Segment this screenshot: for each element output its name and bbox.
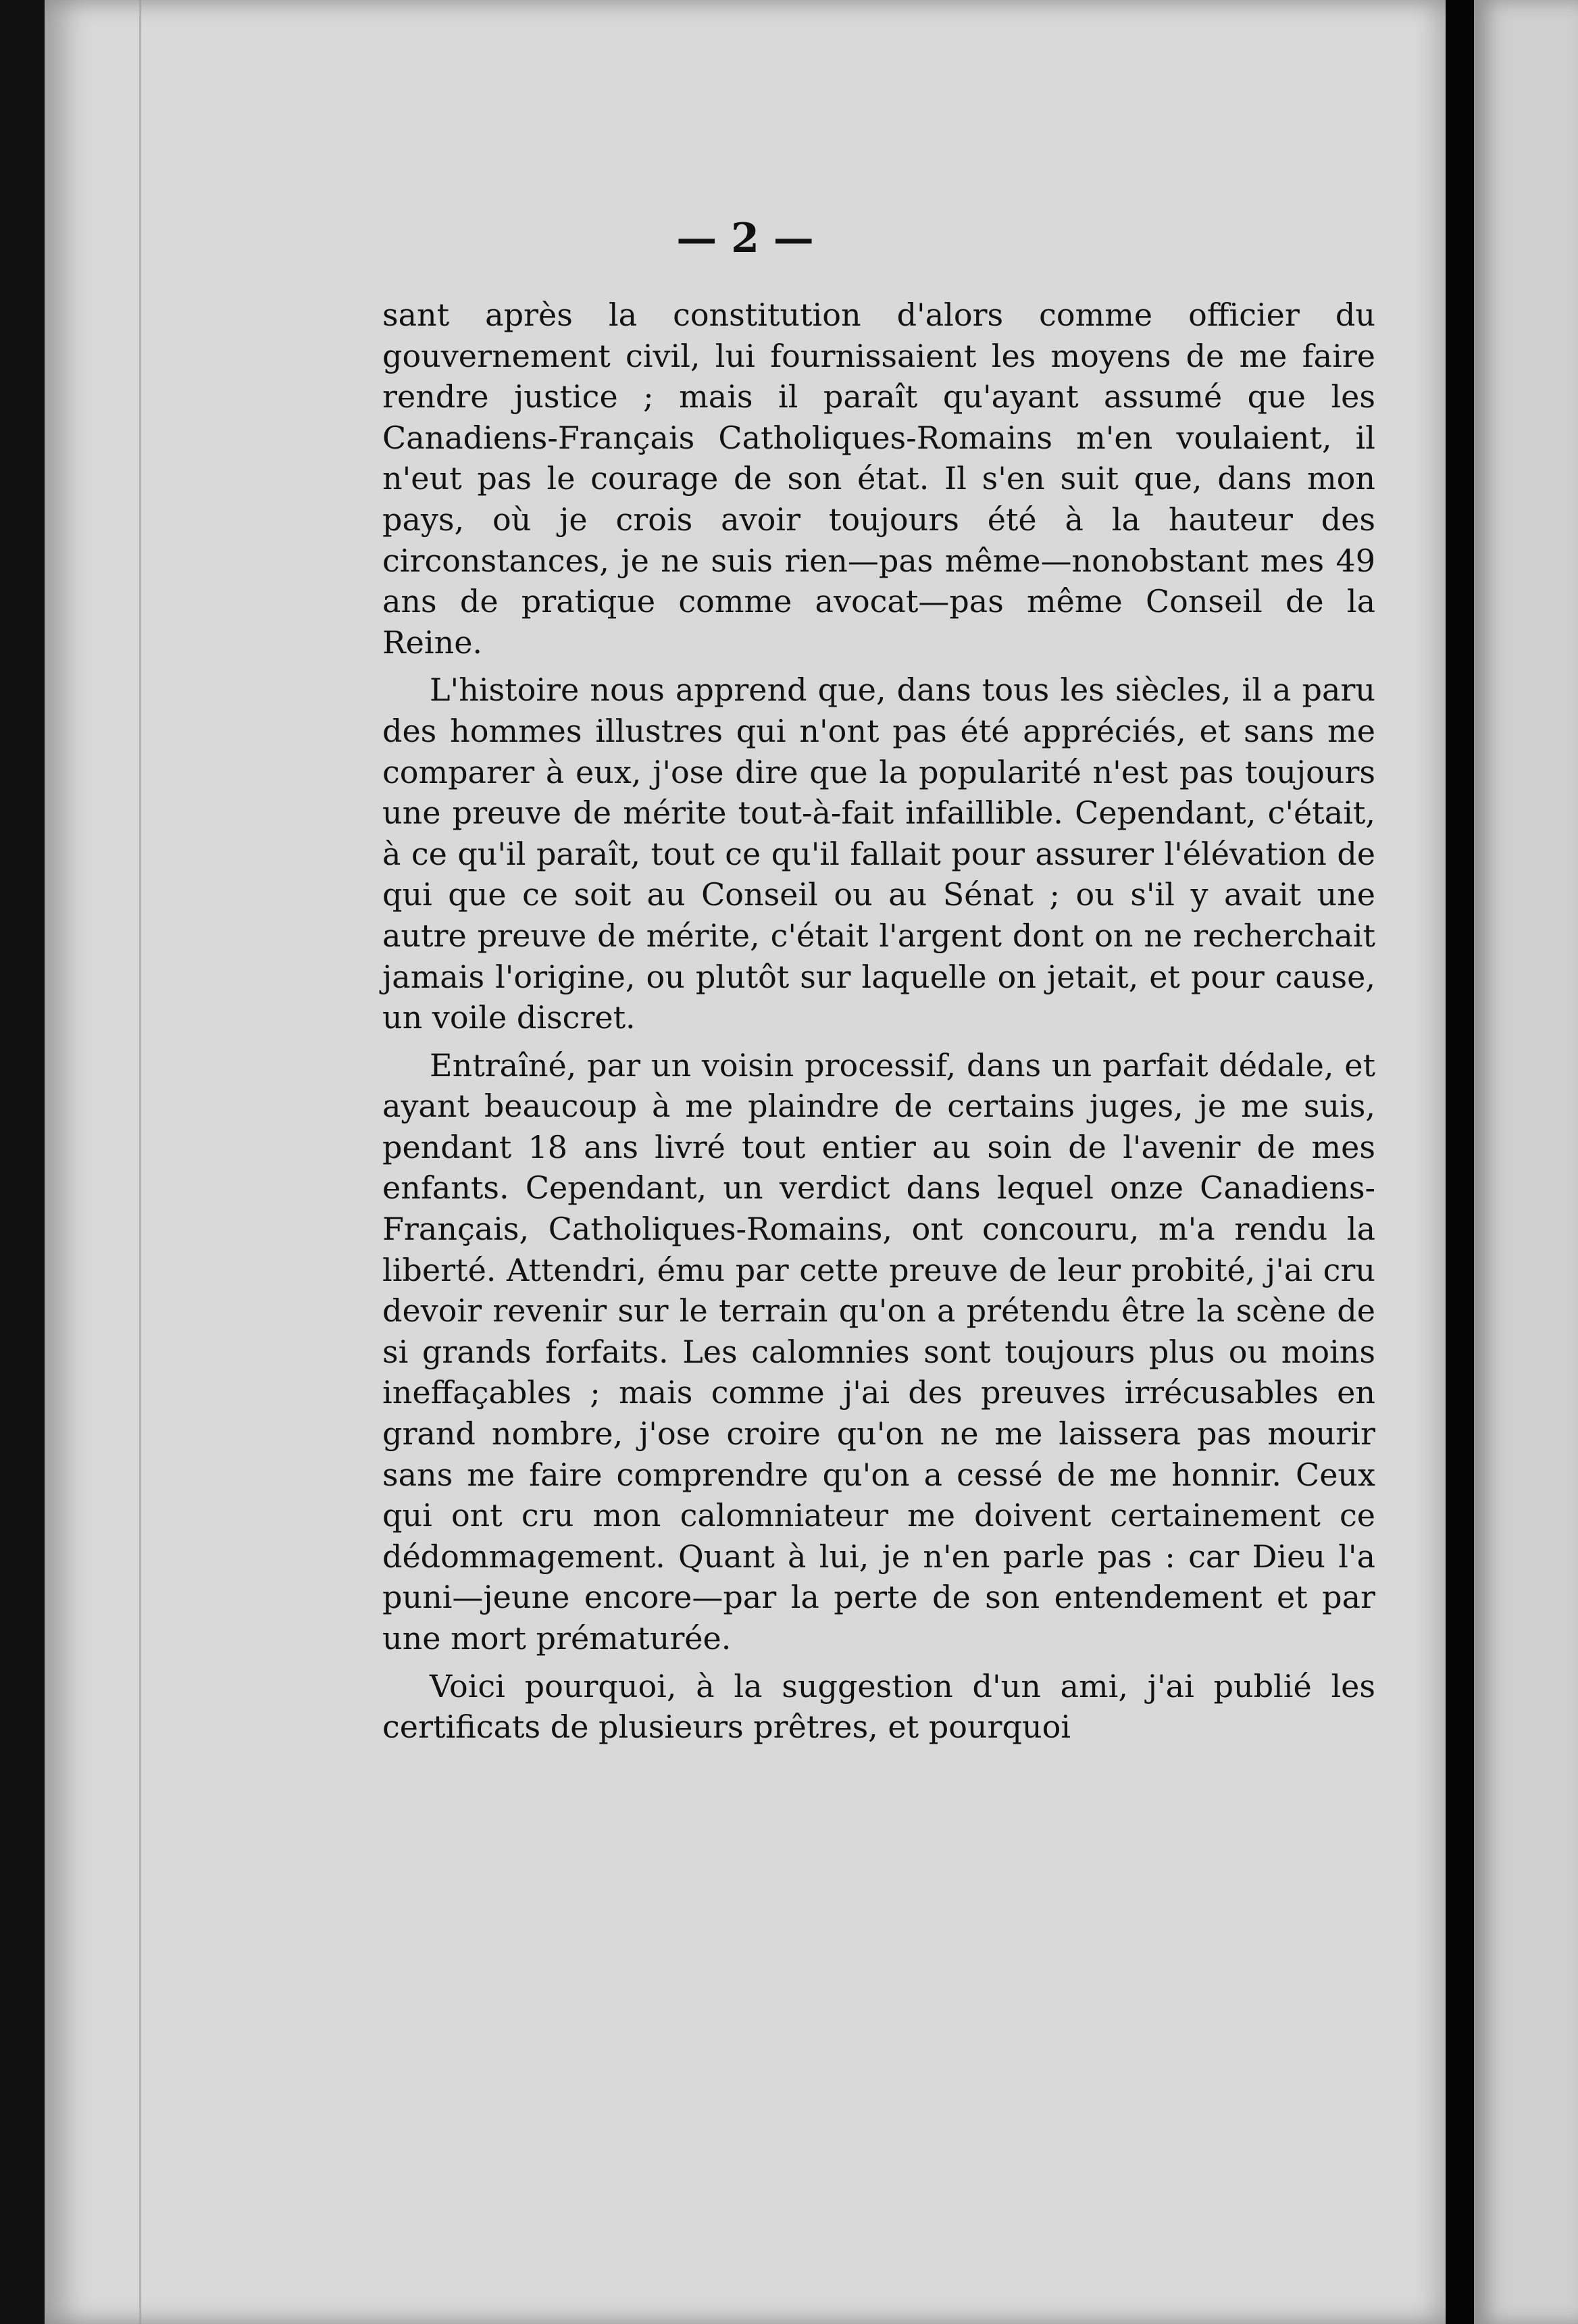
scan-left-border bbox=[0, 0, 45, 2324]
book-page bbox=[45, 0, 1446, 2324]
paragraph-1: sant après la constitution d'alors comme officier du gouvernement civil, lui fournissaient les moyens de me faire rendre justice ; mais il paraît qu'ayant assumé que les Canadiens-Français Catholiques-Romains m'en voulaient, il n'eut pas le courage de son état. Il s'en suit que, dans mon pays, où je crois avoir toujours été à la hauteur des circonstances, je ne suis rien—pas même—nonobstant mes 49 ans de pratique comme avocat—pas même Conseil de la Reine. bbox=[382, 297, 1375, 661]
adjacent-page-edge bbox=[1474, 0, 1578, 2324]
paragraph-3: Entraîné, par un voisin processif, dans un parfait dédale, et ayant beaucoup à me plaindre de certains juges, je me suis, pendant 18 ans livré tout entier au soin de l'avenir de mes enfants. Cependant, un verdict dans lequel onze Canadiens-Français, Catholiques-Romains, ont concouru, m'a rendu la liberté. Attendri, ému par cette preuve de leur probité, j'ai cru devoir revenir sur le terrain qu'on a prétendu être la scène de si grands forfaits. Les calomnies sont toujours plus ou moins ineffaçables ; mais comme j'ai des preuves irrécusables en grand nombre, j'ose croire qu'on ne me laissera pas mourir sans me faire comprendre qu'on a cessé de me honnir. Ceux qui ont cru mon calomniateur me doivent certainement ce dédommagement. Quant à lui, je n'en parle pas : car Dieu l'a puni—jeune encore—par la perte de son entendement et par une mort prématurée. bbox=[382, 1046, 1375, 1657]
paragraph-2: L'histoire nous apprend que, dans tous les siècles, il a paru des hommes illustres qui n'ont pas été appréciés, et sans me comparer à eux, j'ose dire que la popularité n'est pas toujours une preuve de mérite tout-à-fait infaillible. Cependant, c'était, à ce qu'il paraît, tout ce qu'il fallait pour assurer l'élévation de qui que ce soit au Conseil ou au Sénat ; ou s'il y avait une autre preuve de mérite, c'était l'argent dont on ne recherchait jamais l'origine, ou plutôt sur laquelle on jetait, et pour cause, un voile discret. bbox=[382, 672, 1375, 1036]
scan-gutter-strip bbox=[1446, 0, 1474, 2324]
body-text bbox=[382, 295, 1375, 1754]
page-number: — 2 — bbox=[676, 215, 814, 262]
paragraph-4: Voici pourquoi, à la suggestion d'un ami, j'ai publié les certificats de plusieurs prêtres, et pourquoi bbox=[382, 1667, 1375, 1746]
page-fold-line bbox=[139, 0, 141, 2324]
